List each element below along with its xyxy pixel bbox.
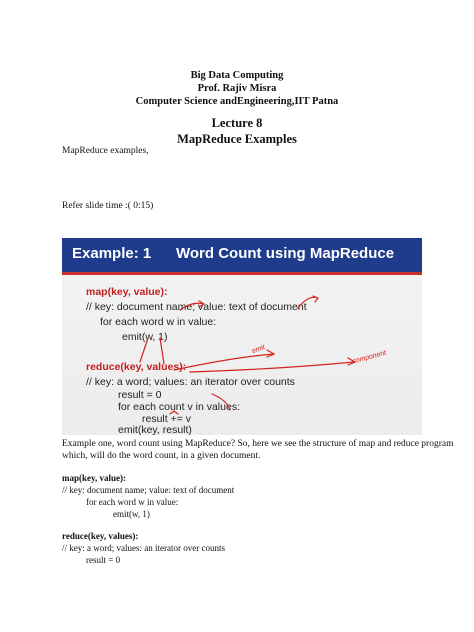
code-map-comment: // key: document name; value: text of document [62,485,235,495]
lecture-number: Lecture 8 [211,116,263,130]
department-name: Computer Science andEngineering,IIT Patna [135,96,339,107]
code-reduce-result: result = 0 [86,555,121,565]
annotation-arrow-emit-right [160,338,164,364]
code-reduce-comment: // key: a word; values: an iterator over counts [62,543,225,553]
code-reduce-header: reduce(key, values): [62,531,139,541]
annotation-arrow-emit-left [140,338,148,362]
handwritten-annotations [62,238,422,435]
slide-reduce-emit: emit(key, result) [118,424,192,435]
slide-map-comment: // key: document name; value: text of document [86,301,307,313]
annotation-arrow-count [212,394,230,410]
slide-map-header: map(key, value): [86,286,168,298]
slide-map-emit: emit(w, 1) [122,331,168,343]
annotation-component: component [351,349,387,366]
slide-reduce-accumulate: result += v [142,413,192,425]
description-line-2: which, will do the word count, in a given document. [62,451,261,461]
intro-text: MapReduce examples, [62,146,149,156]
code-map-loop: for each word w in value: [86,497,179,507]
slide-title-heading: Word Count using MapReduce [176,245,395,262]
slide-reduce-header: reduce(key, values): [86,361,187,373]
slide-image [62,238,422,435]
annotation-emit: emit [251,343,267,356]
annotation-arrow-reduce-values [190,362,354,372]
lecture-title: MapReduce Examples [177,132,297,146]
course-title: Big Data Computing [190,70,284,81]
code-map-header: map(key, value): [62,473,126,483]
annotation-arrow-value [298,297,318,308]
annotation-arrow-reduce-key [174,354,274,370]
description-line-1: Example one, word count using MapReduce? So, here we see the structure of map and reduce program [62,439,454,449]
slide-reference: Refer slide time :( 0:15) [62,201,154,211]
slide-map-loop: for each word w in value: [100,316,217,328]
code-map-emit: emit(w, 1) [113,509,150,519]
slide-title-example: Example: 1 [72,245,152,262]
professor-name: Prof. Rajiv Misra [197,83,277,94]
slide-reduce-loop: for each count v in values: [118,401,240,413]
slide-reduce-comment: // key: a word; values: an iterator over counts [86,376,295,388]
slide-reduce-result: result = 0 [118,389,162,401]
